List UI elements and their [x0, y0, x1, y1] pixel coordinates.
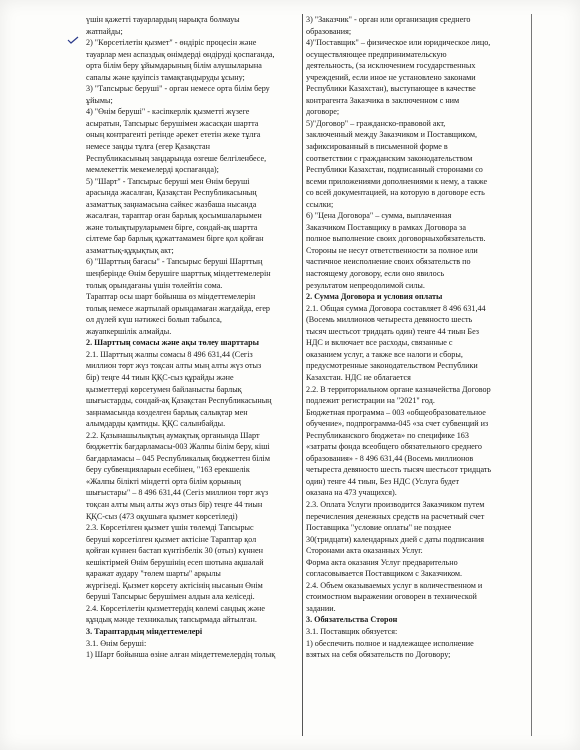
text-line: Сторонами акта оказанных Услуг.: [306, 546, 423, 556]
text-line: 2.2. Қазынашылықтың аумақтық органында Шарт: [86, 430, 260, 440]
text-line: азаматтық заңнамасына сәйкес жазбаша нысанда: [86, 199, 257, 209]
text-line: «Жалпы білікті міндетті орта білім қорының: [86, 476, 241, 486]
text-line: ссылки;: [306, 199, 334, 209]
russian-text-column: [306, 14, 528, 661]
text-line: жасалған, тараптар оған барлық қосымшаларымен: [86, 211, 262, 221]
text-line: «затраты фонда всеобщего обязательного среднего: [306, 442, 482, 452]
pen-check-mark: [67, 36, 79, 44]
text-line: оның контрагенті ретінде әрекет ететін жеке тұлға: [86, 130, 261, 140]
text-line: шығыстарды, сондай-ақ Қазақстан Республикасының: [86, 396, 272, 406]
text-line: осуществляющее предпринимательскую: [306, 49, 447, 59]
text-line: заключенный между Заказчиком и Поставщиком,: [306, 130, 478, 140]
text-line: соответствии с гражданским законодательством: [306, 153, 473, 163]
text-line: согласовывается Поставщиком с Заказчиком.: [306, 569, 463, 579]
text-line: алымдарды қамтиды. ҚҚС салынбайды.: [86, 419, 226, 429]
text-line: 3) "Заказчик" - орган или организация среднего: [306, 15, 471, 24]
text-line: және толықтыруларымен бірге, сондай-ақ шартта: [86, 222, 258, 232]
text-line: 4) "Өнім беруші" - кәсіпкерлік қызметті жүзеге: [86, 107, 250, 117]
text-line: Стороны не несут ответственности за полное или: [306, 245, 478, 255]
text-line: частичное неисполнение своих обязательств по: [306, 257, 471, 267]
text-line: ҚҚС-сыз (473 оқушыға қызмет көрсетіледі): [86, 511, 238, 521]
kazakh-text-column: [86, 14, 300, 661]
text-line: шеңберінде Өнім берушіге шарттық міндеттемелерін: [86, 269, 271, 279]
text-line: 1) Шарт бойынша өзіне алған міндеттемелердің толық: [86, 650, 276, 660]
text-line: миллион төрт жүз тоқсан алты мың алты жүз отыз: [86, 361, 262, 371]
text-line: всеми приложениями дополнениями к нему, а также: [306, 176, 488, 186]
text-line: 2. Сумма Договора и условия оплаты: [306, 292, 443, 302]
text-line: деятельность, (за исключением государственных: [306, 61, 476, 71]
text-line: задании.: [306, 603, 336, 613]
text-line: 1) обеспечить полное и надлежащее исполнение: [306, 638, 474, 648]
text-line: құндық мәнде техникалық тапсырмада айтылған.: [86, 615, 257, 625]
text-line: контрагента Заказчика в заключенном с ним: [306, 95, 460, 105]
text-line: 2) "Көрсетілетін қызмет" - өндіріс процесін және: [86, 38, 257, 48]
text-line: азаматтық-құқықтық акт;: [86, 245, 174, 255]
text-line: оказана на 473 учащихся).: [306, 488, 397, 498]
text-line: 3.1. Өнім беруші:: [86, 638, 147, 648]
text-line: 6) "Цена Договора" – сумма, выплаченная: [306, 211, 452, 221]
text-line: 3. Тараптардың міндеттемелері: [86, 626, 203, 636]
text-line: беруші Тапсырыс берушімен алдын ала келіседі.: [86, 592, 255, 602]
text-line: 2. Шарттың сомасы және ақы төлеу шарттары: [86, 338, 259, 348]
text-line: тауарлар мен аспаздық өнімдерді өндіруді қоспағанда,: [86, 49, 275, 59]
text-line: 30(тридцати) календарных дней с даты подписания: [306, 534, 485, 544]
text-line: үшін қажетті тауарлардың нарықта болмауы: [86, 15, 240, 24]
text-line: жүргізеді. Қызмет көрсету актісінің нысанын Өнім: [86, 580, 263, 590]
text-line: сілтеме бар барлық құжаттамамен бірге қол қойған: [86, 234, 264, 244]
text-line: со всей документацией, на которую в договоре есть: [306, 188, 485, 198]
text-line: стоимостном выражении оговорен в технической: [306, 592, 477, 602]
text-line: Поставщика "условие оплаты" не позднее: [306, 523, 452, 533]
text-line: беруші көрсетілген қызмет актісіне Тараптар қол: [86, 534, 257, 544]
text-line: полное выполнение своих договорныхобязательств.: [306, 234, 486, 244]
text-line: қызметтерді көрсетумен байланысты барлық: [86, 384, 242, 394]
text-line: образования;: [306, 26, 352, 36]
text-line: учреждений, если иное не установлено законами: [306, 72, 476, 82]
text-line: взятых на себя обязательств по Договору;: [306, 650, 451, 660]
text-line: Казахстан. НДС не облагается: [306, 372, 411, 382]
text-line: Форма акта оказания Услуг предварительно: [306, 557, 458, 567]
text-line: Бюджетная программа – 003 «общеобразовательное: [306, 407, 486, 417]
text-line: шығыстары" – 8 496 631,44 (Сегіз миллион төрт жүз: [86, 488, 269, 498]
text-line: бағдарламасы – 045 Республикалық бюджеттен білім: [86, 453, 270, 463]
text-line: Республики Казахстан), выступающее в качестве: [306, 84, 476, 94]
text-line: оказанием услуг, а также все налоги и сборы,: [306, 349, 463, 359]
right-border-line: [531, 14, 532, 736]
text-line: орта білім беру ұйымдарының білім алушыларына: [86, 61, 262, 71]
text-line: один) тенге 44 тиын, Без НДС (Услуга будет: [306, 476, 459, 486]
text-line: 2.3. Оплата Услуги производится Заказчиком путем: [306, 499, 485, 509]
text-line: жауапкершілік алмайды.: [86, 326, 172, 336]
text-line: результатом непреодолимой силы.: [306, 280, 425, 290]
text-line: подлежит регистрации на "2021" год.: [306, 396, 435, 406]
text-line: 5) "Шарт" - Тапсырыс беруші мен Өнім беруші: [86, 176, 250, 186]
text-line: бір) теңге 44 тиын ҚҚС-сыз құрайды және: [86, 372, 234, 382]
text-line: 3. Обязательства Сторон: [306, 615, 398, 625]
text-line: Республиканского бюджета» по специфике 163: [306, 430, 469, 440]
text-line: зафиксированный в письменной форме в: [306, 142, 448, 152]
text-line: қойған күннен бастап күнтізбелік 30 (отыз) күннен: [86, 546, 263, 556]
text-line: НДС и включает все расходы, связанные с: [306, 338, 453, 348]
text-line: четыреста девяносто шесть тысяч шестьсот тридцать: [306, 465, 492, 475]
text-line: Заказчиком Поставщику в рамках Договора за: [306, 222, 466, 232]
text-line: тысяч шестьсот тридцать один) тенге 44 тиын Без: [306, 326, 480, 336]
text-line: (Восемь миллионов четыреста девяносто шесть: [306, 315, 473, 325]
text-line: настоящему договору, если оно явилось: [306, 269, 445, 279]
text-line: толық немесе жартылай орындамаған жағдайда, егер: [86, 303, 270, 313]
text-line: ол дүлей күш нәтижесі болып табылса,: [86, 315, 222, 325]
text-line: 4)"Поставщик" – физическое или юридическое лицо,: [306, 38, 491, 48]
text-line: ұйымы;: [86, 95, 113, 105]
text-line: Тараптар осы шарт бойынша өз міндеттемелерін: [86, 292, 256, 302]
text-line: предусмотренные законодательством Республики: [306, 361, 478, 371]
text-line: тоқсан алты мың алты жүз отыз бір) теңге 44 тиын: [86, 499, 263, 509]
text-line: немесе заңды тұлға (егер Қазақстан: [86, 142, 210, 152]
text-line: сапалы және қауіпсіз тамақтандыруды ұсыну;: [86, 72, 245, 82]
text-line: 2.4. Объем оказываемых услуг в количественном и: [306, 580, 483, 590]
text-line: договоре;: [306, 107, 340, 117]
text-line: Республики Казахстан, подписанный сторонами со: [306, 165, 483, 175]
text-line: кешіктірмей Өнім берушінің есеп шотына ақшалай: [86, 557, 264, 567]
text-line: 2.2. В территориальном органе казначейства Договор: [306, 384, 491, 394]
text-line: беру субвенцияларын есебінен, "163 ерекшелік: [86, 465, 250, 475]
text-line: 2.1. Шарттың жалпы сомасы 8 496 631,44 (Сегіз: [86, 349, 253, 359]
text-line: 2.4. Көрсетілетін қызметтердің көлемі сандық және: [86, 603, 265, 613]
text-line: 5)"Договор" – гражданско-правовой акт,: [306, 118, 446, 128]
text-line: заңнамасында көзделген барлық салықтар мен: [86, 407, 248, 417]
text-line: мемлекеттік мекемелерді қоспағанда);: [86, 165, 219, 175]
text-line: перечисления денежных средств на расчетный счет: [306, 511, 485, 521]
text-line: 6) "Шарттың бағасы" - Тапсырыс беруші Шарттың: [86, 257, 263, 267]
text-line: 2.3. Көрсетілген қызмет үшін төлемді Тапсырыс: [86, 523, 254, 533]
column-divider: [302, 14, 303, 736]
text-line: образования» - 8 496 631,44 (Восемь миллионов: [306, 453, 474, 463]
text-line: арасында жасалған, Қазақстан Республикасының: [86, 188, 257, 198]
text-line: Республикасының заңдарында өзгеше белгіленбесе,: [86, 153, 267, 163]
text-line: 2.1. Общая сумма Договора составляет 8 496 631,44: [306, 303, 486, 313]
text-line: 3) "Тапсырыс беруші" - орган немесе орта білім беру: [86, 84, 270, 94]
text-line: бюджеттік бағдарламасы-003 Жалпы білім беру, кіші: [86, 442, 270, 452]
text-line: обучение», подпрограмма-045 «за счет субвенций из: [306, 419, 489, 429]
text-line: жатпайды;: [86, 26, 123, 36]
text-line: 3.1. Поставщик обязуется:: [306, 626, 398, 636]
text-line: асыратын, Тапсырыс берушімен жасасқан шартта: [86, 118, 259, 128]
text-line: қаражат аудару "төлем шарты" арқылы: [86, 569, 221, 579]
text-line: толық орындағаны үшін төлейтін сома.: [86, 280, 223, 290]
